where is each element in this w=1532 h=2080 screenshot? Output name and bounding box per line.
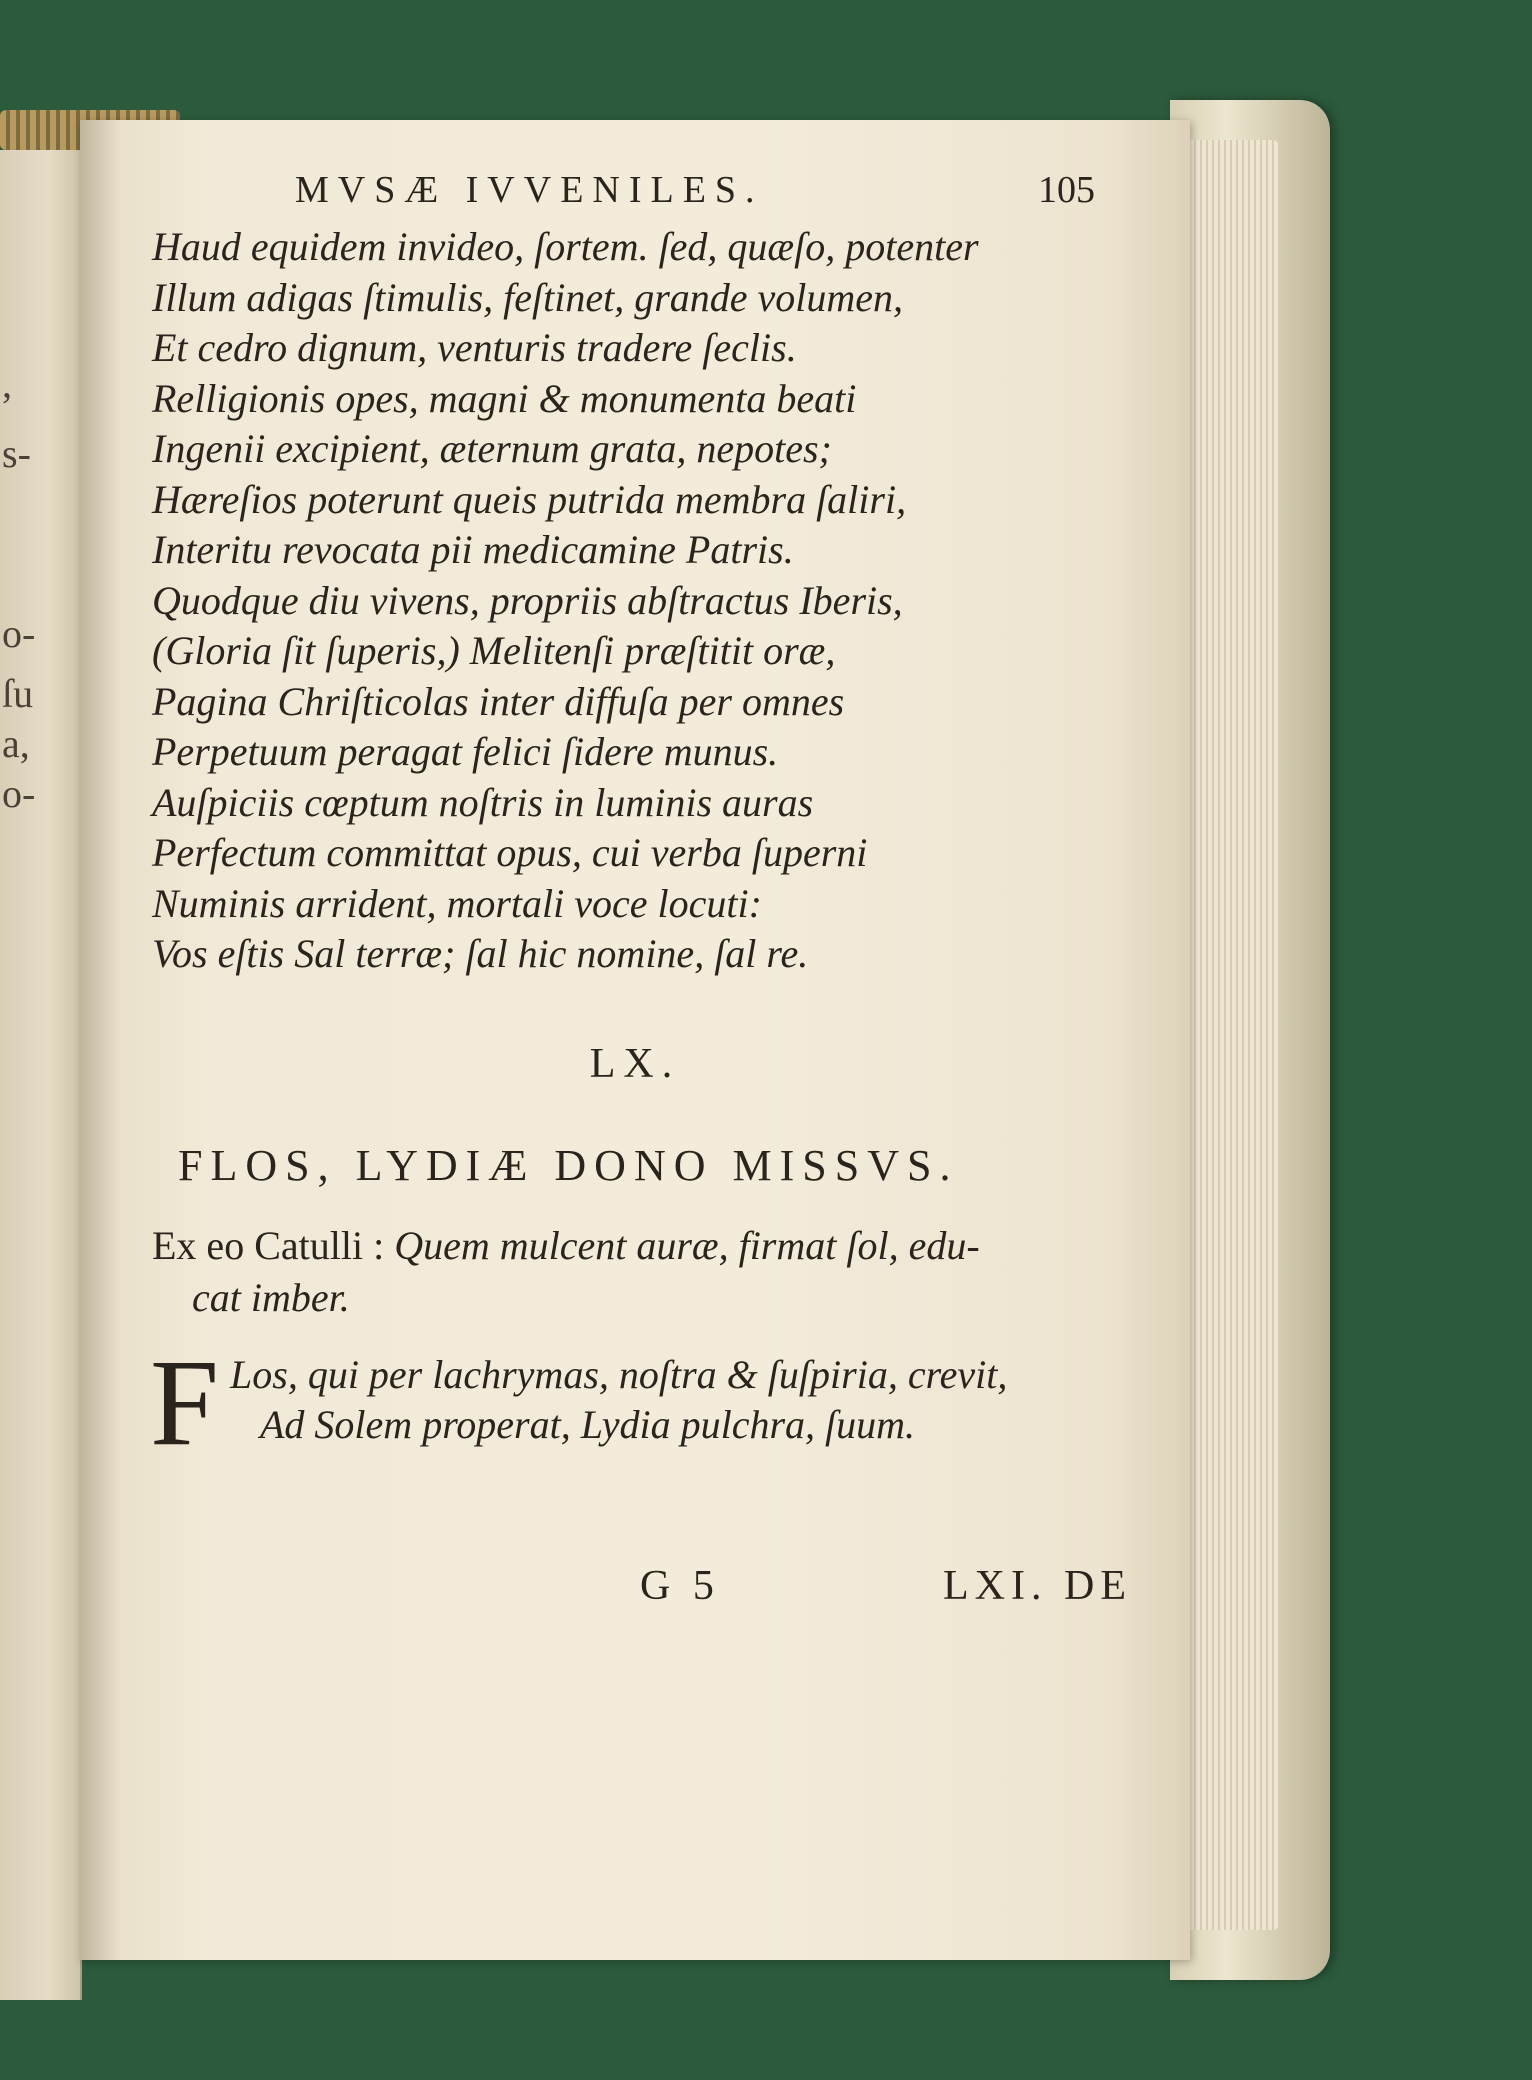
poem-line: Ad Solem properat, Lydia pulchra, ſuum. — [260, 1402, 916, 1447]
verse-line: Interitu revocata pii medicamine Patris. — [152, 527, 794, 572]
left-mark: s- — [2, 431, 31, 476]
page-number: 105 — [1038, 169, 1095, 211]
verse-line: (Gloria ſit ſuperis,) Melitenſi præſtitit oræ, — [152, 628, 836, 673]
verse-line: Vos eſtis Sal terræ; ſal hic nomine, ſal re. — [152, 931, 809, 976]
verse-block — [152, 222, 1112, 980]
page-footer — [640, 1562, 1140, 1622]
signature-mark: G 5 — [640, 1563, 720, 1609]
left-mark: ſu — [2, 671, 34, 716]
left-mark: a, — [2, 721, 30, 766]
poem-line: Los, qui per lachrymas, noſtra & ſuſpiria, crevit, — [230, 1352, 1008, 1397]
left-mark: o- — [2, 611, 36, 656]
book-page — [80, 120, 1190, 1960]
verse-line: Auſpiciis cœptum noſtris in luminis auras — [152, 779, 814, 825]
verse-line: Quodque diu vivens, propriis abſtractus Iberis, — [152, 577, 903, 623]
verse-line: Perpetuum peragat felici ſidere munus. — [152, 729, 779, 774]
verse-line: Perfectum committat opus, cui verba ſuperni — [152, 830, 868, 875]
catchword: LXI. DE — [943, 1563, 1132, 1609]
poem-body — [230, 1350, 1110, 1450]
verse-line: Et cedro dignum, venturis tradere ſeclis. — [152, 325, 797, 370]
verse-line: Ingenii excipient, æternum grata, nepotes; — [152, 426, 832, 471]
poem-source-note — [152, 1220, 1112, 1324]
verse-line: Relligionis opes, magni & monumenta beati — [152, 375, 857, 421]
verse-line: Illum adigas ſtimulis, feſtinet, grande volumen, — [152, 274, 904, 320]
left-page-edge — [0, 150, 82, 2000]
running-head — [295, 168, 1095, 228]
verse-line: Numinis arrident, mortali voce locuti: — [152, 880, 762, 926]
verse-line: Haud equidem invideo, ſortem. ſed, quæſo, potenter — [152, 224, 979, 269]
verse-line: Pagina Chriſticolas inter diffuſa per omnes — [152, 678, 845, 724]
left-mark: , — [2, 361, 12, 406]
verse-line: Hæreſios poterunt queis putrida membra ſaliri, — [152, 476, 907, 522]
running-head-title: MVSÆ IVVENILES. — [295, 169, 764, 211]
left-mark: o- — [2, 771, 36, 816]
source-quote-continued: cat imber. — [192, 1275, 350, 1320]
poem-number: LX. — [589, 1041, 681, 1087]
drop-capital: F — [150, 1334, 219, 1471]
source-prefix: Ex eo Catulli : — [152, 1223, 385, 1268]
source-quote: Quem mulcent auræ, firmat ſol, edu- — [394, 1223, 980, 1268]
left-page-marks — [0, 150, 80, 2000]
page-stack-edges — [1190, 140, 1280, 1930]
poem-title: FLOS, LYDIÆ DONO MISSVS. — [178, 1141, 959, 1190]
